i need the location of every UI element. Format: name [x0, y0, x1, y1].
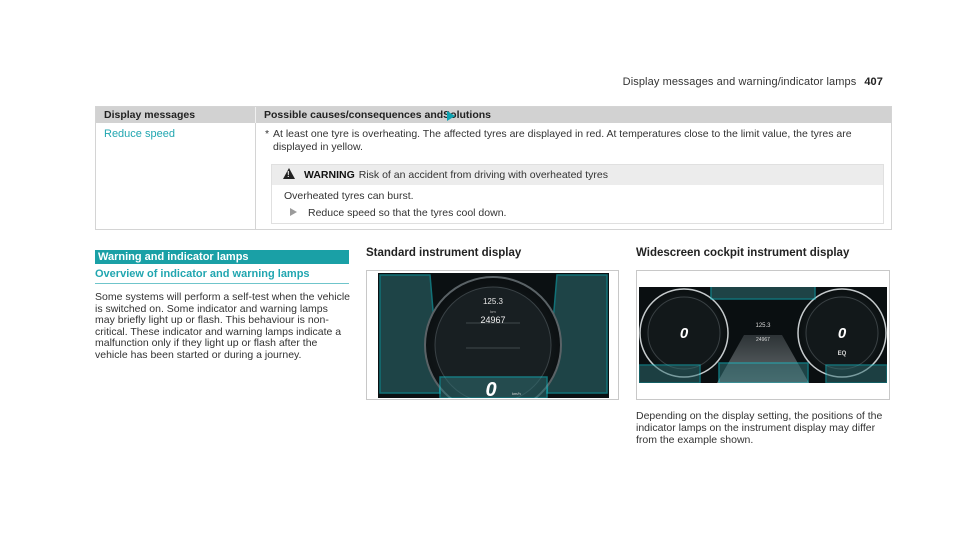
warning-header: [272, 165, 883, 185]
running-head: [623, 76, 883, 88]
cause-description: At least one tyre is overheating. The affected tyres are displayed in red. At temperatures close to the limit value, the tyres are displayed in yellow.: [273, 128, 852, 153]
widescreen-display-heading: Widescreen cockpit instrument display: [636, 247, 850, 259]
standard-display-heading: Standard instrument display: [366, 247, 522, 259]
standard-display-figure: [366, 270, 619, 400]
section-title-bar: [95, 250, 349, 264]
standard-cluster-graphic: [378, 273, 609, 398]
km-label: km: [490, 309, 496, 314]
running-head-title: Display messages and warning/indicator lamps: [622, 76, 857, 88]
trip-value: 125.3: [482, 297, 504, 306]
odometer-value: 24967: [480, 315, 506, 325]
speed-unit: km/h: [512, 391, 521, 396]
bottom-left-indicator-zone: [639, 365, 700, 383]
solution-arrow-icon: [447, 111, 455, 121]
column-divider: [255, 107, 256, 229]
wide-trip-value: 125.3: [755, 323, 771, 329]
footnote-star: *: [265, 128, 270, 140]
left-gauge-value: 0: [679, 325, 689, 342]
section-body-text: Some systems will perform a self-test when the vehicle is switched on. Some indicator and warning lamps may briefly light up or flash. This behaviour is non-critical. These indicator and warning lamps indicate a malfunction only if they light up or flash after the vehicle has been started or during a journey.: [95, 291, 351, 361]
speed-value: 0: [485, 379, 497, 398]
action-arrow-icon: [290, 208, 297, 216]
subsection-title: Overview of indicator and warning lamps: [95, 268, 310, 280]
warning-action: Reduce speed so that the tyres cool down.: [290, 207, 506, 219]
message-reduce-speed: Reduce speed: [104, 128, 175, 140]
col-header-display-messages: Display messages: [104, 109, 196, 121]
warning-triangle-icon: [283, 168, 295, 179]
top-indicator-zone: [711, 287, 815, 299]
page-number: 407: [864, 76, 883, 88]
bottom-right-indicator-zone: [826, 365, 887, 383]
warning-consequence: Overheated tyres can burst.: [284, 190, 414, 202]
wide-odometer-value: 24967: [756, 337, 770, 343]
standard-display-screen: [378, 273, 609, 398]
warning-label: WARNING: [304, 169, 355, 181]
cause-text: [265, 128, 873, 154]
display-messages-table: [95, 106, 892, 230]
warning-text: Risk of an accident from driving with overheated tyres: [358, 169, 608, 181]
section-title: Warning and indicator lamps: [98, 251, 249, 263]
right-gauge-value: 0: [837, 325, 847, 342]
widescreen-cluster-graphic: [639, 287, 887, 383]
widescreen-display-figure: [636, 270, 890, 400]
bottom-center-indicator-zone: [719, 363, 808, 383]
eq-badge: EQ: [837, 351, 847, 357]
widescreen-display-screen: [639, 287, 887, 383]
subsection-rule: [95, 283, 349, 284]
header-divider: [255, 107, 256, 123]
col-header-causes: Possible causes/consequences and Solutions: [264, 109, 492, 121]
warning-box: [271, 164, 884, 224]
table-header: [96, 107, 891, 123]
widescreen-caption: Depending on the display setting, the positions of the indicator lamps on the instrument display may differ from the example shown.: [636, 410, 883, 446]
